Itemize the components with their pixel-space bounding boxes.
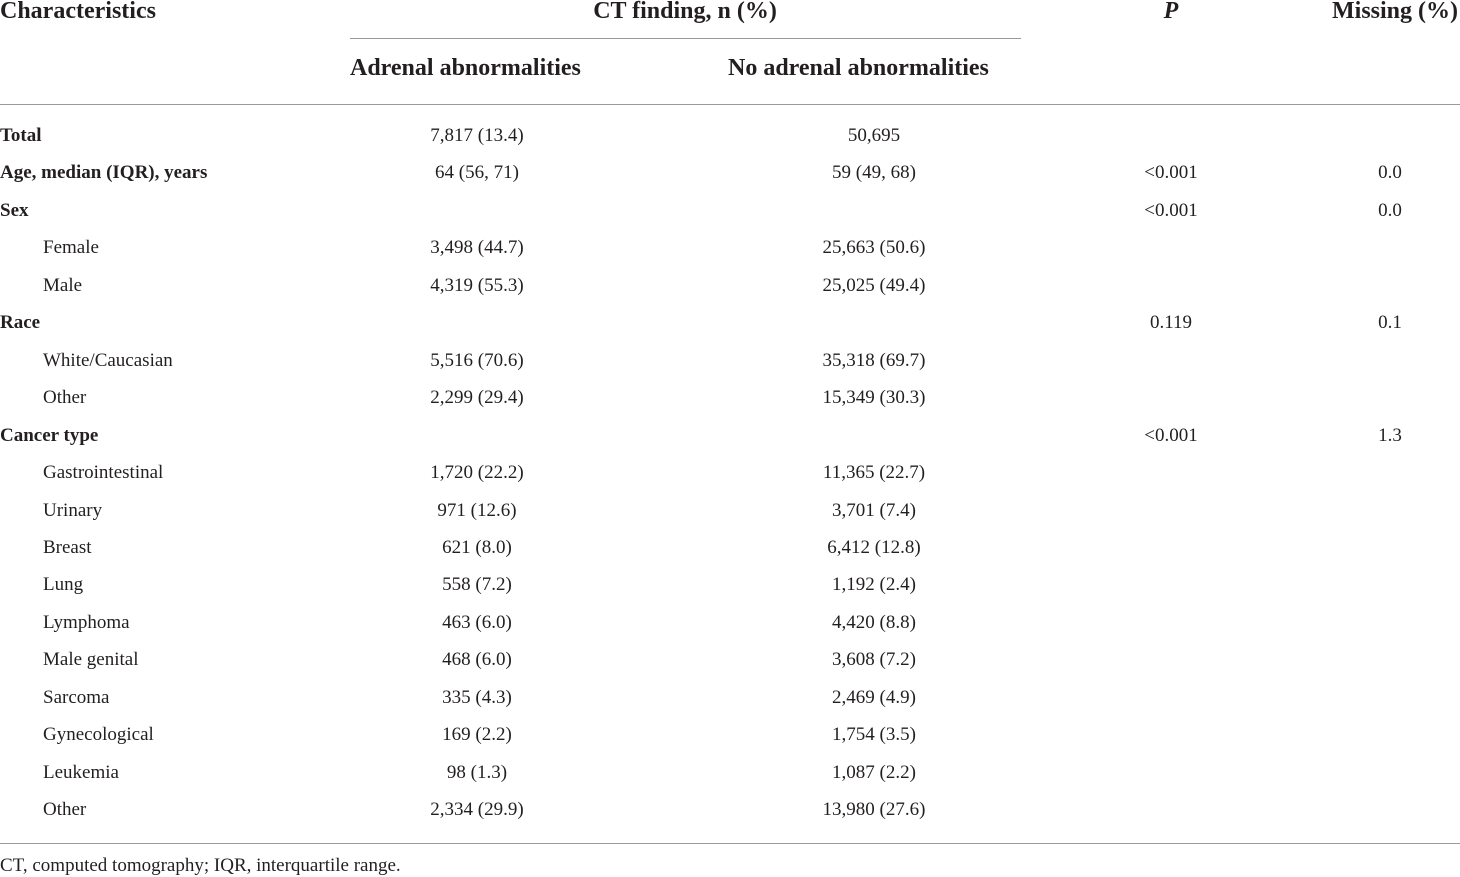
row-label: Breast [43, 536, 92, 558]
row-label: Sarcoma [43, 686, 110, 708]
adrenal-value: 4,319 (55.3) [430, 274, 524, 296]
row-label: Gastrointestinal [43, 462, 164, 484]
no-adrenal-value: 3,701 (7.4) [832, 499, 916, 521]
table-row [0, 162, 1460, 184]
table-row [0, 799, 1460, 821]
table-row [0, 125, 1460, 147]
adrenal-value: 7,817 (13.4) [430, 125, 524, 146]
adrenal-value: 1,720 (22.2) [430, 462, 524, 484]
table-row [0, 462, 1460, 484]
row-label: Other [43, 387, 87, 409]
table-row [0, 649, 1460, 671]
row-label: Sex [0, 199, 29, 221]
table-row [0, 687, 1460, 709]
p-value: 0.119 [1149, 312, 1193, 334]
header-no-adrenal: No adrenal abnormalities [728, 55, 989, 81]
adrenal-value: 463 (6.0) [442, 611, 512, 633]
no-adrenal-value: 1,192 (2.4) [832, 574, 916, 596]
row-label: Lymphoma [43, 611, 130, 633]
header-missing: Missing (%) [1332, 0, 1458, 24]
adrenal-value: 169 (2.2) [442, 724, 512, 746]
adrenal-value: 2,299 (29.4) [430, 387, 524, 409]
missing-value: 1.3 [1378, 424, 1402, 446]
no-adrenal-value: 25,663 (50.6) [822, 237, 926, 259]
adrenal-value: 558 (7.2) [442, 574, 512, 596]
row-label: Male genital [43, 649, 139, 671]
row-label: Total [0, 125, 42, 146]
header-p-value: P [1163, 0, 1179, 24]
table-row [0, 312, 1460, 334]
table-row [0, 537, 1460, 559]
table-row [0, 762, 1460, 784]
p-value: <0.001 [1144, 424, 1198, 446]
no-adrenal-value: 25,025 (49.4) [822, 274, 926, 296]
p-value: <0.001 [1144, 199, 1198, 221]
table-row [0, 200, 1460, 222]
adrenal-value: 64 (56, 71) [435, 162, 519, 184]
header-characteristics: Characteristics [0, 0, 156, 24]
table-row [0, 612, 1460, 634]
no-adrenal-value: 15,349 (30.3) [822, 387, 926, 409]
p-value: <0.001 [1144, 162, 1198, 184]
no-adrenal-value: 1,754 (3.5) [832, 724, 916, 746]
row-label: Male [43, 274, 83, 296]
table-row [0, 500, 1460, 522]
table-bottom-rule [0, 843, 1460, 844]
no-adrenal-value: 50,695 [847, 125, 901, 146]
missing-value: 0.0 [1378, 199, 1402, 221]
missing-value: 0.1 [1378, 312, 1402, 334]
adrenal-value: 621 (8.0) [442, 536, 512, 558]
table-footnote: CT, computed tomography; IQR, interquartile range. [0, 855, 401, 876]
table-row [0, 425, 1460, 447]
adrenal-value: 5,516 (70.6) [430, 349, 524, 371]
table-row [0, 724, 1460, 746]
no-adrenal-value: 4,420 (8.8) [832, 611, 916, 633]
no-adrenal-value: 13,980 (27.6) [822, 799, 926, 821]
row-label: Lung [43, 574, 84, 596]
table-row [0, 574, 1460, 596]
no-adrenal-value: 2,469 (4.9) [832, 686, 916, 708]
adrenal-value: 2,334 (29.9) [430, 799, 524, 821]
adrenal-value: 335 (4.3) [442, 686, 512, 708]
adrenal-value: 3,498 (44.7) [430, 237, 524, 259]
adrenal-value: 98 (1.3) [446, 761, 508, 783]
row-label: Age, median (IQR), years [0, 162, 208, 184]
row-label: Female [43, 237, 99, 259]
table-row [0, 237, 1460, 259]
no-adrenal-value: 59 (49, 68) [832, 162, 916, 184]
row-label: Gynecological [43, 724, 154, 746]
no-adrenal-value: 11,365 (22.7) [822, 462, 926, 484]
row-label: Urinary [43, 499, 103, 521]
row-label: Cancer type [0, 424, 99, 446]
no-adrenal-value: 3,608 (7.2) [832, 649, 916, 671]
table-row [0, 350, 1460, 372]
no-adrenal-value: 35,318 (69.7) [822, 349, 926, 371]
row-label: Race [0, 312, 41, 334]
row-label: Leukemia [43, 761, 119, 783]
header-adrenal: Adrenal abnormalities [350, 55, 581, 81]
no-adrenal-value: 6,412 (12.8) [827, 536, 921, 558]
table-row [0, 275, 1460, 297]
no-adrenal-value: 1,087 (2.2) [832, 761, 916, 783]
adrenal-value: 971 (12.6) [437, 499, 517, 521]
header-ct-finding: CT finding, n (%) [593, 0, 777, 24]
row-label: Other [43, 799, 87, 821]
missing-value: 0.0 [1378, 162, 1402, 184]
table-row [0, 387, 1460, 409]
adrenal-value: 468 (6.0) [442, 649, 512, 671]
row-label: White/Caucasian [43, 349, 173, 371]
